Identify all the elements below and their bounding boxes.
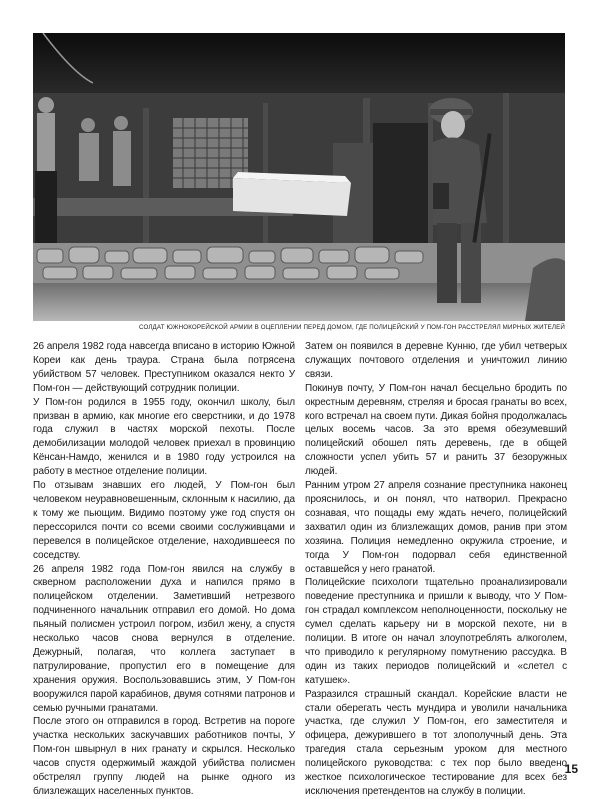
article-left-column [33, 340, 295, 799]
paragraph: Затем он появился в деревне Кунню, где убил четверых служащих почтового отделения и уничтожил линию связи. [305, 341, 567, 380]
paragraph: У Пом-гон родился в 1955 году, окончил школу, был призван в армию, как многие его сверстники, и до 1978 года служил в частях морской пехоты. После демобилизации молодой человек приехал в провинцию Кёнсан-Намдо, женился и в 1980 году устроился на работу в местное отделение полиции. [33, 396, 295, 478]
soldier-photo-illustration [33, 33, 565, 321]
paragraph: 26 апреля 1982 года Пом-гон явился на службу в скверном расположении духа и напился прямо в полицейском отделении. Заметивший нетрезвого подчиненного начальник отправил его домой. Но дома пьяный полисмен устроил погром, избил жену, а спустя несколько часов снова вернулся в отделение. Дежурный, полагая, что коллега заступает в патрулирование, пропустил его в помещение для хранения оружия. Воспользовавшись этим, У Пом-гон вооружился парой карабинов, двумя сотнями патронов и семью ручными гранатами. [33, 563, 295, 714]
paragraph: Ранним утром 27 апреля сознание преступника наконец прояснилось, и он понял, что натворил. Прекрасно сознавая, что пощады ему ждать нечего, полицейский захватил один из близлежащих домов, ранив при этом хозяина. Полиция немедленно окружила строение, и тогда У Пом-гон подорвал себя единственной оставшейся у него гранатой. [305, 480, 567, 575]
paragraph: Разразился страшный скандал. Корейские власти не стали оберегать честь мундира и уволили начальника участка, где служил У Пом-гон, его заместителя и офицера, дежурившего в тот злополучный день. Эта трагедия стала серьезным уроком для местного полицейского руководства: с тех пор было введено жесткое психологическое тестирование для всех без исключения претендентов на службу в полиции. [305, 688, 567, 797]
paragraph: По отзывам знавших его людей, У Пом-гон был человеком неуравновешенным, склонным к насилию, да к тому же пьющим. Видимо поэтому уже год спустя он перессорился почти со всеми своими сослуживцами и перевелся в полицейское отделение, находившееся по соседству. [33, 480, 295, 561]
paragraph: 26 апреля 1982 года навсегда вписано в историю Южной Кореи как день траура. Страна была потрясена убийством 57 человек. Преступником оказался некто У Пом-гон — действующий сотрудник полиции. [33, 341, 295, 394]
paragraph: После этого он отправился в город. Встретив на пороге участка нескольких заскучавших работников почты, У Пом-гон швырнул в них гранату и скрылся. Несколько часов спустя одержимый жаждой убийства полисмен обстрелял группу людей на рынке одного из близлежащих населенных пунктов. [33, 716, 295, 797]
paragraph: Покинув почту, У Пом-гон начал бесцельно бродить по окрестным деревням, стреляя и бросая гранаты во всех, кого встречал на своем пути. Дикая бойня продолжалась целых восемь часов. За это время обезумевший полицейский обошел пять деревень, где в общей сложности успел убить 57 и ранить 37 безоружных людей. [305, 382, 567, 478]
article-photo [33, 33, 565, 321]
article-right-column [305, 340, 567, 799]
page-number: 15 [564, 762, 578, 776]
photo-caption: СОЛДАТ ЮЖНОКОРЕЙСКОЙ АРМИИ В ОЦЕПЛЕНИИ ПЕРЕД ДОМОМ, ГДЕ ПОЛИЦЕЙСКИЙ У ПОМ-ГОН РАССТРЕЛЯЛ МИРНЫХ ЖИТЕЛЕЙ [138, 324, 565, 331]
paragraph: Полицейские психологи тщательно проанализировали поведение преступника и пришли к выводу, что У Пом-гон страдал комплексом неполноценности, поскольку не сумел сделать карьеру ни в морской пехоте, ни в полиции. В итоге он начал злоупотреблять алкоголем, что приводило к регулярному помутнению рассудка. В один из таких периодов полицейский и «слетел с катушек». [305, 577, 567, 686]
